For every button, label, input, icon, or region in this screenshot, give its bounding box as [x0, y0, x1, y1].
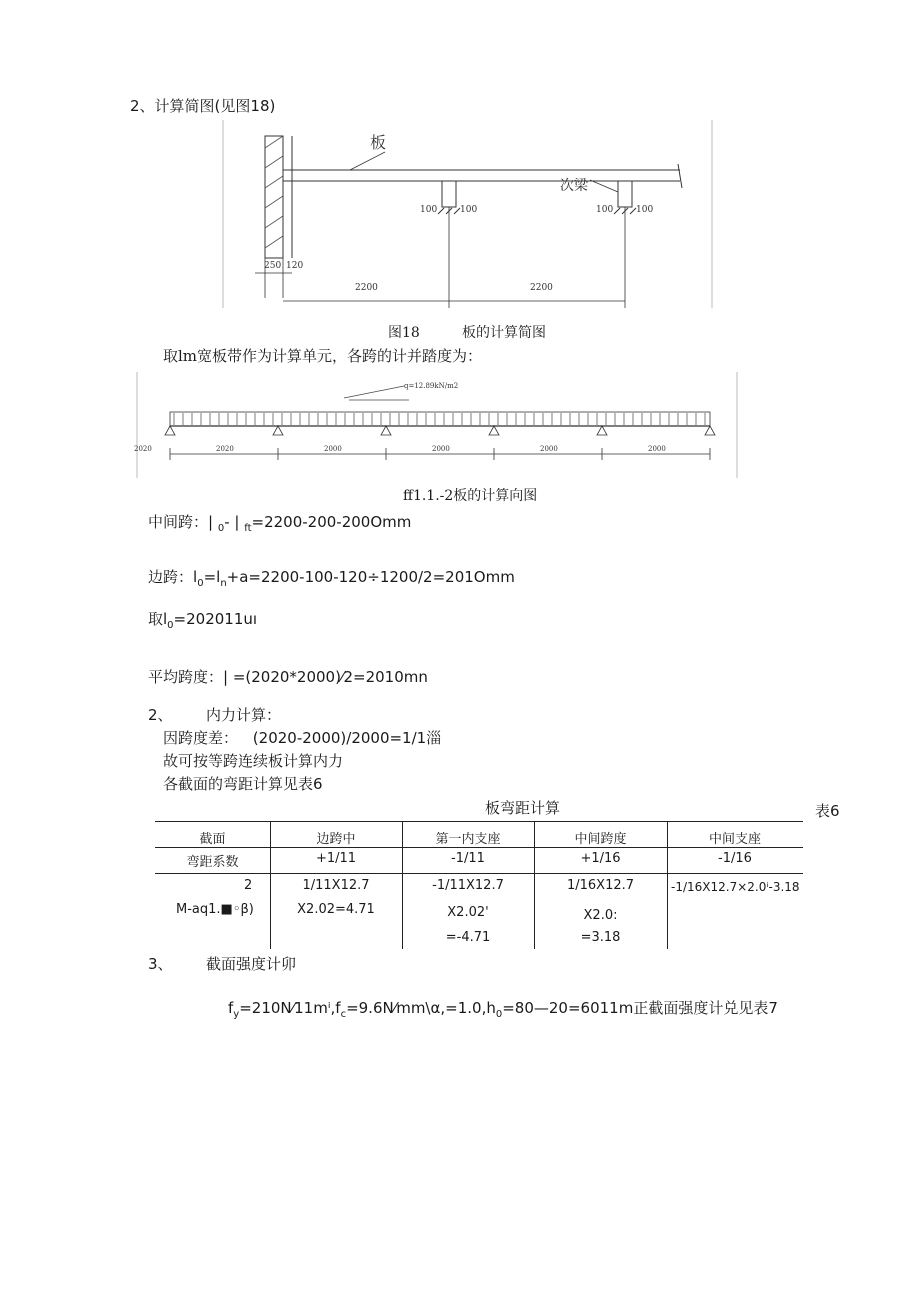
- edge-pre: l: [193, 568, 198, 586]
- formula-post: =80—20=6011m正截面强度计兑见表7: [502, 999, 778, 1017]
- dim-100-a: 100: [420, 205, 438, 215]
- header-mid-span: 中间跨度: [574, 832, 627, 847]
- dim-100-d: 100: [636, 205, 654, 215]
- mid-span-pre: |: [208, 513, 218, 531]
- span-length-label: 2020: [216, 445, 234, 453]
- edge-post: +a=2200-100-120÷1200/2=201Omm: [226, 568, 515, 586]
- table-number: 表6: [815, 802, 840, 820]
- edge-span-line: [148, 566, 515, 589]
- moment-mid-support: -1/16X12.7×2.0ⁱ-3.18: [671, 880, 800, 894]
- support-icon: [381, 426, 391, 435]
- section2-heading-num: 2、: [148, 706, 173, 724]
- intro-calc-unit: 取lm宽板带作为计算单元，各跨的计并踏度为：: [163, 347, 483, 365]
- mid-span-post: =2200-200-200Omm: [251, 513, 412, 531]
- figure-slab-calc-diagram: [220, 118, 715, 318]
- span-length-label: 2000: [324, 445, 342, 453]
- formula-sub2: c: [340, 1009, 347, 1020]
- support-icon: [705, 426, 715, 435]
- header-first-support: 第一内支座: [435, 832, 501, 847]
- support-icon: [273, 426, 283, 435]
- table-ref-note: 各截面的弯距计算见表6: [163, 775, 323, 793]
- dim-100-c: 100: [596, 205, 614, 215]
- equal-span-note: 故可按等跨连续板计算内力: [163, 752, 344, 770]
- supports: [165, 426, 715, 435]
- moment-mid-span-l3: =3.18: [580, 930, 621, 945]
- header-section: 截面: [199, 832, 226, 847]
- span-length-label: 2020: [134, 445, 152, 453]
- span-2: 2200: [530, 283, 553, 293]
- beam-label: 次梁: [560, 178, 588, 194]
- header-mid-support: 中间支座: [708, 832, 761, 847]
- moment-edge-mid-l2: X2.02=4.71: [297, 902, 375, 917]
- moment-label-sup: 2: [244, 878, 253, 893]
- moment-label: M-aq1.■◦β): [176, 902, 254, 917]
- mid-span-label: 中间跨：: [148, 513, 209, 531]
- span-diff-formula: (2020-2000)/2000=1/1淄: [252, 729, 442, 747]
- moment-first-support-l2: X2.02': [447, 905, 489, 920]
- coef-mid-support: -1/16: [718, 851, 752, 866]
- support-icon: [165, 426, 175, 435]
- figure2-caption: ff1.1.-2板的计算向图: [403, 488, 538, 504]
- edge-sub2: n: [220, 578, 227, 589]
- section3-heading-num: 3、: [148, 955, 173, 973]
- mid-span-line: [148, 511, 411, 534]
- support-icon: [597, 426, 607, 435]
- dim-120: 120: [286, 261, 304, 271]
- mid-span-mid: - |: [224, 513, 245, 531]
- figure1-caption-num: 图18: [388, 325, 420, 341]
- formula-mid1: =210N⁄11mⁱ,f: [239, 999, 341, 1017]
- load-label: q=12.89kN/m2: [404, 382, 459, 390]
- avg-span-label: 平均跨度：: [148, 668, 224, 686]
- formula-sub1: y: [233, 1009, 240, 1020]
- edge-span-label: 边跨：: [148, 568, 194, 586]
- mid-span-sub1: 0: [217, 523, 225, 534]
- table-title: 板弯距计算: [485, 799, 561, 817]
- figure1-caption-text: 板的计算简图: [462, 325, 546, 341]
- coef-label: 弯距系数: [186, 855, 239, 870]
- avg-span-line: [148, 666, 428, 687]
- take-post: =202011uı: [173, 610, 258, 628]
- coef-first-support: -1/11: [451, 851, 485, 866]
- span-diff-label: 因跨度差：: [163, 729, 239, 747]
- take-pre: 取l: [148, 610, 168, 628]
- moment-first-support-l3: =-4.71: [445, 930, 491, 945]
- span-diff-line: [163, 727, 441, 748]
- moment-mid-span-l2: X2.0:: [583, 908, 618, 923]
- section2-heading-text: 内力计算：: [206, 706, 282, 724]
- moment-mid-span-l1: 1/16X12.7: [566, 878, 635, 893]
- slab-label: 板: [370, 133, 387, 152]
- avg-span-formula: | =(2020*2000)⁄2=2010mn: [223, 668, 428, 686]
- edge-mid: =l: [203, 568, 221, 586]
- edge-sub1: 0: [197, 578, 204, 589]
- moment-edge-mid-l1: 1/11X12.7: [302, 878, 370, 893]
- moment-first-support-l1: -1/11X12.7: [432, 878, 504, 893]
- span-dims: [134, 445, 710, 460]
- section3-heading-text: 截面强度计卯: [206, 955, 297, 973]
- formula-pre: f: [228, 999, 234, 1017]
- coef-edge-mid: +1/11: [315, 851, 357, 866]
- support-icon: [489, 426, 499, 435]
- span-length-label: 2000: [432, 445, 450, 453]
- take-sub: 0: [167, 620, 174, 631]
- span-length-label: 2000: [648, 445, 666, 453]
- dim-250: 250: [264, 261, 282, 271]
- span-length-label: 2000: [540, 445, 558, 453]
- strength-formula: [228, 997, 778, 1020]
- formula-mid2: =9.6N⁄mm\α,=1.0,h: [346, 999, 496, 1017]
- mid-span-sub2: ft: [244, 523, 252, 534]
- dim-100-b: 100: [460, 205, 478, 215]
- formula-sub3: 0: [495, 1009, 503, 1020]
- figure-continuous-slab: [134, 370, 740, 482]
- take-span-line: [148, 608, 257, 631]
- span-1: 2200: [355, 283, 378, 293]
- section-heading-calc-diagram: 2、计算简图(见图18): [130, 97, 276, 115]
- coef-mid-span: +1/16: [580, 851, 621, 866]
- header-edge-mid: 边跨中: [316, 832, 356, 847]
